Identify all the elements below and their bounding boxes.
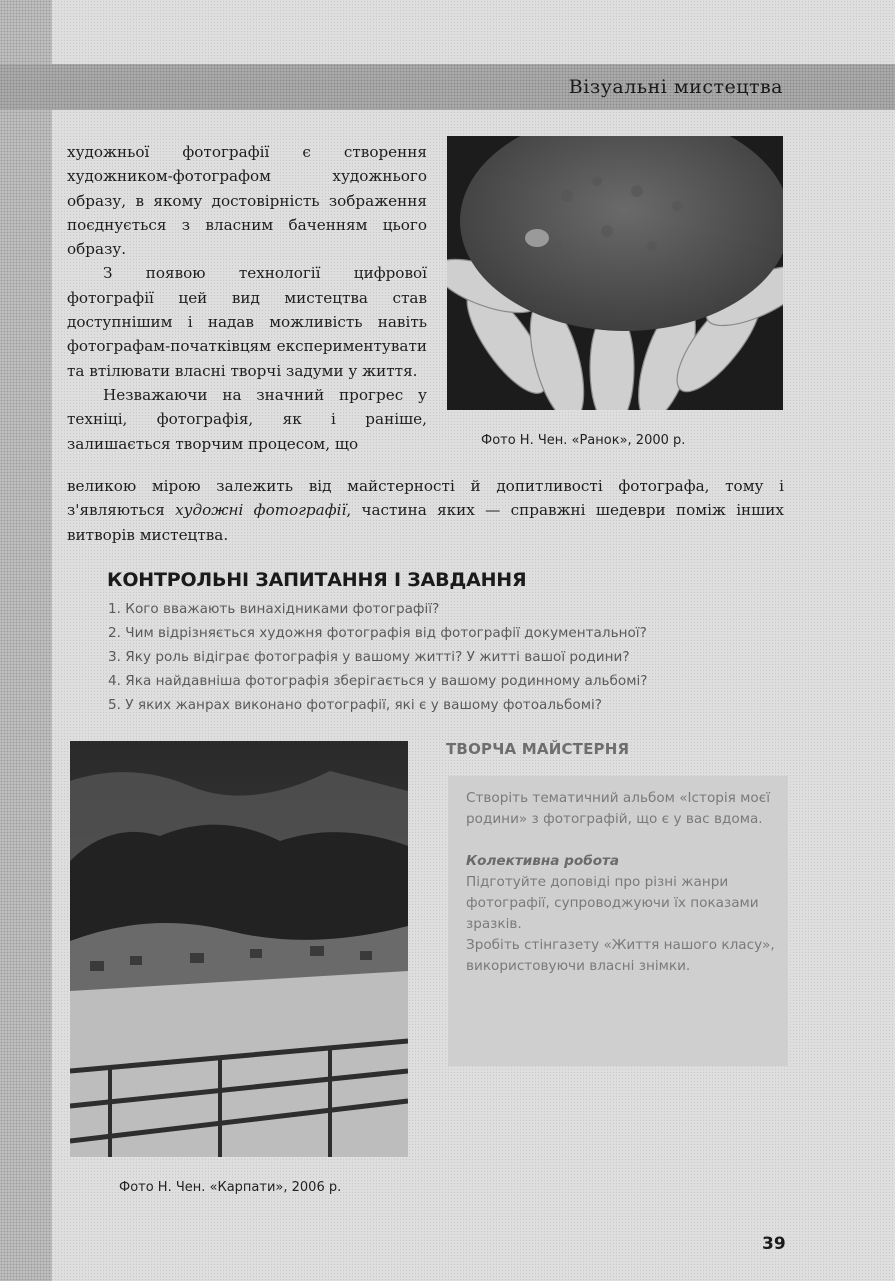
question-item: 3. Яку роль відіграє фотографія у вашому житті? У житті вашої родини? [108, 649, 630, 665]
question-item: 2. Чим відрізняється художня фотографія від фотографії документальної? [108, 625, 647, 641]
questions-list [108, 597, 788, 717]
workshop-task-1: Створіть тематичний альбом «Історія моєї родини» з фотографій, що є у вас вдома. [466, 790, 770, 827]
flower-image [447, 136, 783, 410]
page-edge-shadow [0, 0, 52, 1281]
paragraph-3-text-b: , частина яких — справжні шедеври поміж інших витворів мистецтва. [67, 501, 784, 544]
workshop-text [466, 788, 786, 977]
flower-caption: Фото Н. Чен. «Ранок», 2000 р. [481, 433, 686, 448]
paragraph-1: художньої фотографії є створення художником-фотографом художнього образу, в якому достовірність зображення поєднується з власним баченням цього образу. [67, 143, 427, 259]
mountain-image [70, 741, 408, 1157]
paragraph-3-italic: художні фотографії [175, 501, 347, 520]
group-work-heading: Колективна робота [466, 853, 620, 869]
paragraph-3-start: Незважаючи на значний прогрес у техніці, фотографія, як і раніше, залишається творчим процесом, що [67, 385, 427, 453]
workshop-task-2: Підготуйте доповіді про різні жанри фотографії, супроводжуючи їх показами зразків. [466, 874, 759, 932]
section-title: Візуальні мистецтва [568, 76, 783, 98]
paragraph-2: З появою технології цифрової фотографії цей вид мистецтва став доступнішим і надав можливість навіть фотографам-початківцям експериментувати та втілювати власні творчі задуми у життя. [67, 264, 427, 380]
workshop-title: ТВОРЧА МАЙСТЕРНЯ [446, 740, 630, 758]
page-number: 39 [762, 1234, 786, 1254]
photo-flower [447, 136, 783, 410]
question-item: 1. Кого вважають винахідниками фотографії? [108, 601, 440, 617]
workshop-task-3: Зробіть стінгазету «Життя нашого класу», використовуючи власні знімки. [466, 937, 775, 974]
photo-mountain [70, 741, 408, 1157]
mountain-caption: Фото Н. Чен. «Карпати», 2006 р. [119, 1180, 342, 1195]
paragraph-3-text-a: великою мірою залежить від майстерності й допитливості фотографа, тому і з'являються [67, 477, 784, 520]
question-item: 4. Яка найдавніша фотографія зберігається у вашому родинному альбомі? [108, 673, 648, 689]
questions-heading: КОНТРОЛЬНІ ЗАПИТАННЯ І ЗАВДАННЯ [107, 569, 527, 591]
question-item: 5. У яких жанрах виконано фотографії, які є у вашому фотоальбомі? [108, 697, 602, 713]
body-text-column [67, 140, 427, 456]
paragraph-3-continuation [67, 474, 784, 547]
